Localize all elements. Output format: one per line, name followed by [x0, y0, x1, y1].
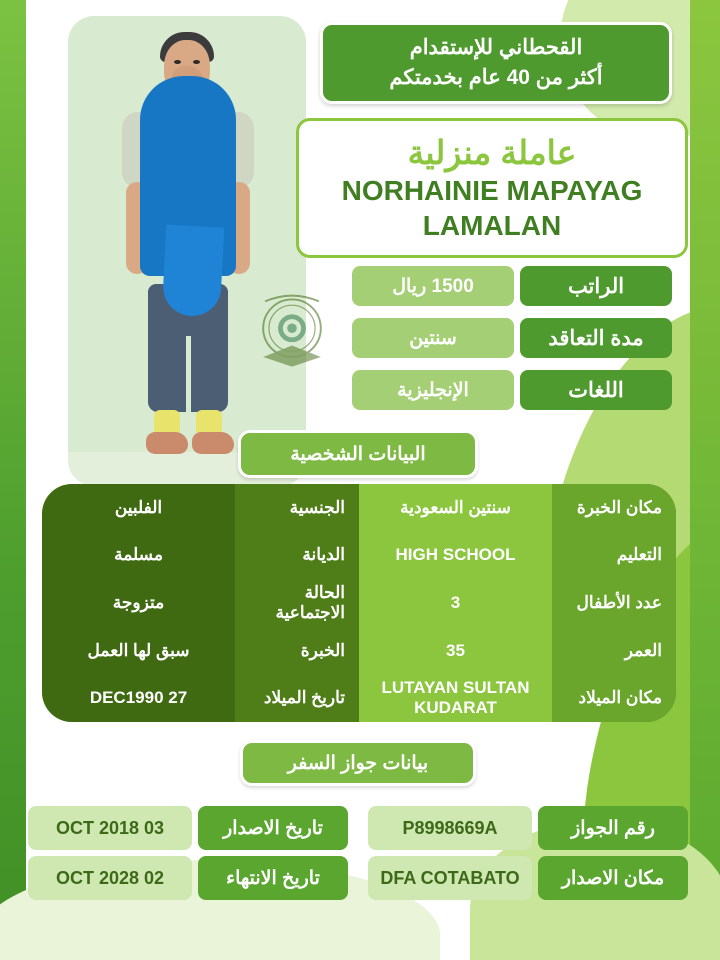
experience-value: سبق لها العمل: [42, 627, 235, 675]
personal-left-column: [359, 484, 676, 722]
passport-number-row: [368, 806, 688, 850]
worker-name-line-2: LAMALAN: [422, 210, 562, 241]
age-label: العمر: [552, 627, 676, 675]
age-row: [359, 627, 676, 675]
marital-status-label: الحالة الاجتماعية: [235, 579, 359, 627]
marital-status-row: [42, 579, 359, 627]
contract-duration-row: [352, 318, 672, 358]
agency-tagline: أكثر من 40 عام بخدمتكم: [389, 66, 603, 89]
agency-name: القحطاني للإستقدام: [409, 36, 583, 59]
birth-date-row: [42, 674, 359, 722]
nationality-row: [42, 484, 359, 532]
children-count-row: [359, 579, 676, 627]
left-decorative-strip: [0, 0, 26, 960]
experience-place-label: مكان الخبرة: [552, 484, 676, 532]
children-count-value: 3: [359, 579, 552, 627]
birth-place-row: [359, 674, 676, 722]
passport-issue-date-row: [28, 806, 348, 850]
contract-duration-value: سنتين: [352, 318, 514, 358]
salary-row: [352, 266, 672, 306]
religion-value: مسلمة: [42, 532, 235, 580]
religion-label: الديانة: [235, 532, 359, 580]
languages-value: الإنجليزية: [352, 370, 514, 410]
experience-row: [42, 627, 359, 675]
experience-label: الخبرة: [235, 627, 359, 675]
right-decorative-strip: [690, 0, 720, 960]
birth-date-value: 27 DEC1990: [42, 674, 235, 722]
education-value: HIGH SCHOOL: [359, 532, 552, 580]
personal-data-section-title: البيانات الشخصية: [238, 430, 478, 478]
languages-row: [352, 370, 672, 410]
salary-label: الراتب: [520, 266, 672, 306]
passport-issue-place-row: [368, 856, 688, 900]
nationality-value: الفلبين: [42, 484, 235, 532]
personal-data-panel: [42, 484, 676, 722]
passport-expiry-value: 02 OCT 2028: [28, 856, 192, 900]
passport-number-value: P8998669A: [368, 806, 532, 850]
passport-issue-date-value: 03 OCT 2018: [28, 806, 192, 850]
languages-label: اللغات: [520, 370, 672, 410]
experience-place-row: [359, 484, 676, 532]
passport-issue-place-label: مكان الاصدار: [538, 856, 688, 900]
marital-status-value: متزوجة: [42, 579, 235, 627]
salary-value: 1500 ريال: [352, 266, 514, 306]
agency-header-banner: [320, 22, 672, 104]
birth-place-label: مكان الميلاد: [552, 674, 676, 722]
nationality-label: الجنسية: [235, 484, 359, 532]
passport-number-label: رقم الجواز: [538, 806, 688, 850]
passport-issue-place-value: DFA COTABATO: [368, 856, 532, 900]
worker-name-line-1: NORHAINIE MAPAYAG: [341, 175, 643, 206]
birth-place-value: LUTAYAN SULTAN KUDARAT: [359, 674, 552, 722]
agency-seal-watermark: [244, 286, 340, 382]
worker-photo: [68, 16, 306, 486]
education-label: التعليم: [552, 532, 676, 580]
religion-row: [42, 532, 359, 580]
personal-right-column: [42, 484, 359, 722]
worker-name-card: [296, 118, 688, 258]
passport-section-title: بيانات جواز السفر: [240, 740, 476, 786]
children-count-label: عدد الأطفال: [552, 579, 676, 627]
age-value: 35: [359, 627, 552, 675]
worker-photo-illustration: [68, 16, 306, 486]
education-row: [359, 532, 676, 580]
passport-expiry-label: تاريخ الانتهاء: [198, 856, 348, 900]
passport-expiry-row: [28, 856, 348, 900]
birth-date-label: تاريخ الميلاد: [235, 674, 359, 722]
experience-place-value: سنتين السعودية: [359, 484, 552, 532]
passport-issue-date-label: تاريخ الاصدار: [198, 806, 348, 850]
contract-duration-label: مدة التعاقد: [520, 318, 672, 358]
job-title: عاملة منزلية: [407, 134, 577, 171]
